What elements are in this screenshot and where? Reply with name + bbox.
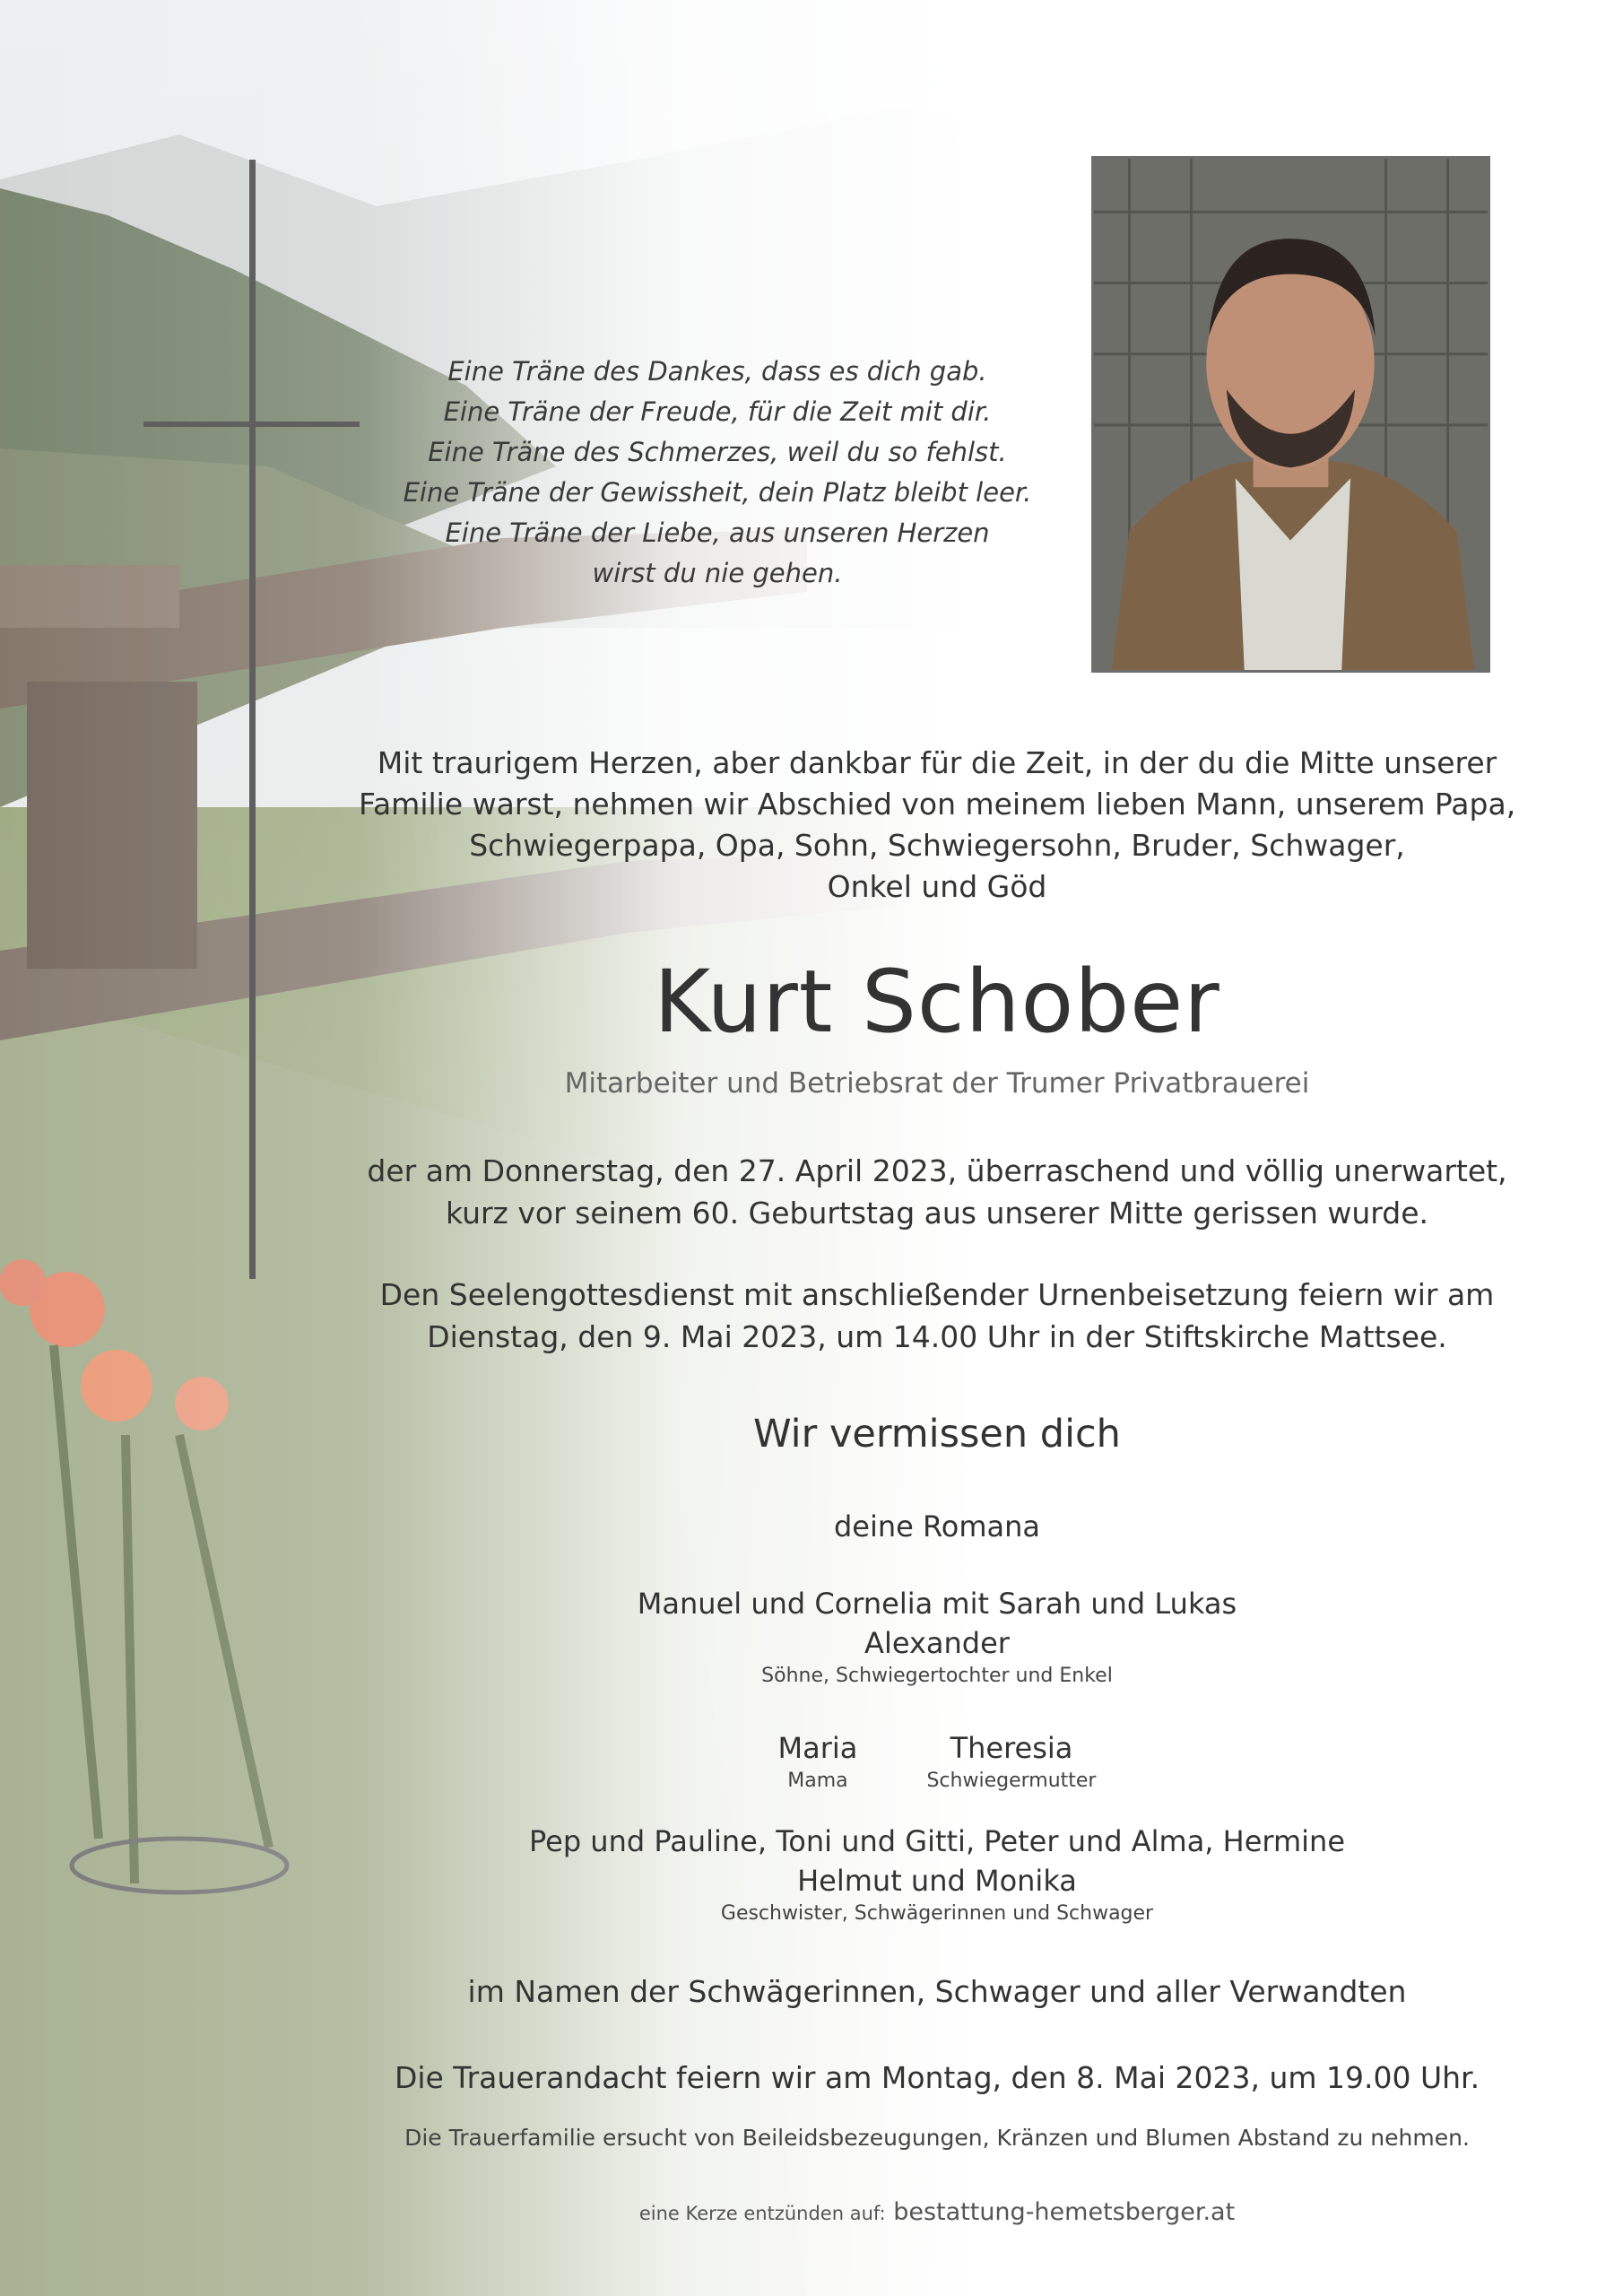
memorial-cross-vertical <box>249 160 256 1279</box>
service-line: Den Seelengottesdienst mit anschließender Urnenbeisetzung feiern wir am <box>379 1277 1495 1312</box>
death-notice <box>359 1150 1515 1234</box>
poem-line: Eine Träne der Gewissheit, dein Platz bleibt leer. <box>403 477 1032 508</box>
death-line: der am Donnerstag, den 27. April 2023, überraschend und völlig unerwartet, <box>367 1153 1507 1188</box>
intro-line: Mit traurigem Herzen, aber dankbar für die Zeit, in der du die Mitte unserer <box>377 745 1497 780</box>
no-flowers-request: Die Trauerfamilie ersucht von Beileidsbezeugungen, Kränzen und Blumen Abstand zu nehmen. <box>404 2125 1470 2151</box>
deceased-name: Kurt Schober <box>654 952 1220 1052</box>
mothers-group <box>359 1728 1515 1795</box>
intro-line: Schwiegerpapa, Opa, Sohn, Schwiegersohn, Bruder, Schwager, <box>469 828 1405 863</box>
on-behalf-line: im Namen der Schwägerinnen, Schwager und aller Verwandten <box>467 1974 1407 2009</box>
service-notice <box>359 1274 1515 1358</box>
sons-line: Alexander <box>864 1626 1010 1660</box>
deceased-occupation: Mitarbeiter und Betriebsrat der Trumer Privatbrauerei <box>564 1067 1310 1100</box>
portrait-image <box>1094 159 1488 670</box>
intro-line: Familie warst, nehmen wir Abschied von meinem lieben Mann, unserem Papa, <box>359 787 1516 822</box>
wife-signature: deine Romana <box>833 1509 1041 1544</box>
mother-name: Maria <box>777 1731 858 1765</box>
poem-line: Eine Träne der Freude, für die Zeit mit dir. <box>443 396 992 427</box>
portrait-photo <box>1091 156 1490 673</box>
mother-entry <box>778 1728 858 1795</box>
siblings-caption: Geschwister, Schwägerinnen und Schwager <box>720 1902 1154 1925</box>
intro-line: Onkel und Göd <box>827 869 1047 904</box>
siblings-line: Pep und Pauline, Toni und Gitti, Peter und Alma, Hermine <box>528 1824 1346 1858</box>
sons-caption: Söhne, Schwiegertochter und Enkel <box>761 1665 1113 1687</box>
poem-line: Eine Träne des Schmerzes, weil du so fehlst. <box>428 437 1007 467</box>
candle-link-line <box>359 2196 1515 2231</box>
service-line: Dienstag, den 9. Mai 2023, um 14.00 Uhr in der Stiftskirche Mattsee. <box>427 1319 1447 1354</box>
poem-line: Eine Träne des Dankes, dass es dich gab. <box>447 356 987 387</box>
sons-group <box>359 1584 1515 1690</box>
poem <box>395 352 1040 594</box>
siblings-group <box>359 1822 1515 1927</box>
intro-text <box>359 743 1515 908</box>
sons-line: Manuel und Cornelia mit Sarah und Lukas <box>637 1587 1237 1621</box>
poem-line: Eine Träne der Liebe, aus unseren Herzen <box>445 517 990 548</box>
mother-in-law-entry <box>926 1728 1096 1795</box>
candle-website-link[interactable]: bestattung-hemetsberger.at <box>893 2198 1236 2226</box>
poem-line: wirst du nie gehen. <box>592 558 843 588</box>
mother-role: Mama <box>787 1770 848 1792</box>
mother-in-law-name: Theresia <box>950 1731 1073 1765</box>
mother-in-law-role: Schwiegermutter <box>926 1770 1097 1792</box>
memorial-cross-horizontal <box>143 422 360 427</box>
siblings-line: Helmut und Monika <box>797 1864 1077 1898</box>
miss-heading: Wir vermissen dich <box>753 1412 1121 1457</box>
death-line: kurz vor seinem 60. Geburtstag aus unserer Mitte gerissen wurde. <box>445 1196 1429 1231</box>
prayer-service-notice: Die Trauerandacht feiern wir am Montag, den 8. Mai 2023, um 19.00 Uhr. <box>394 2060 1480 2095</box>
candle-label: eine Kerze entzünden auf: <box>638 2203 886 2224</box>
